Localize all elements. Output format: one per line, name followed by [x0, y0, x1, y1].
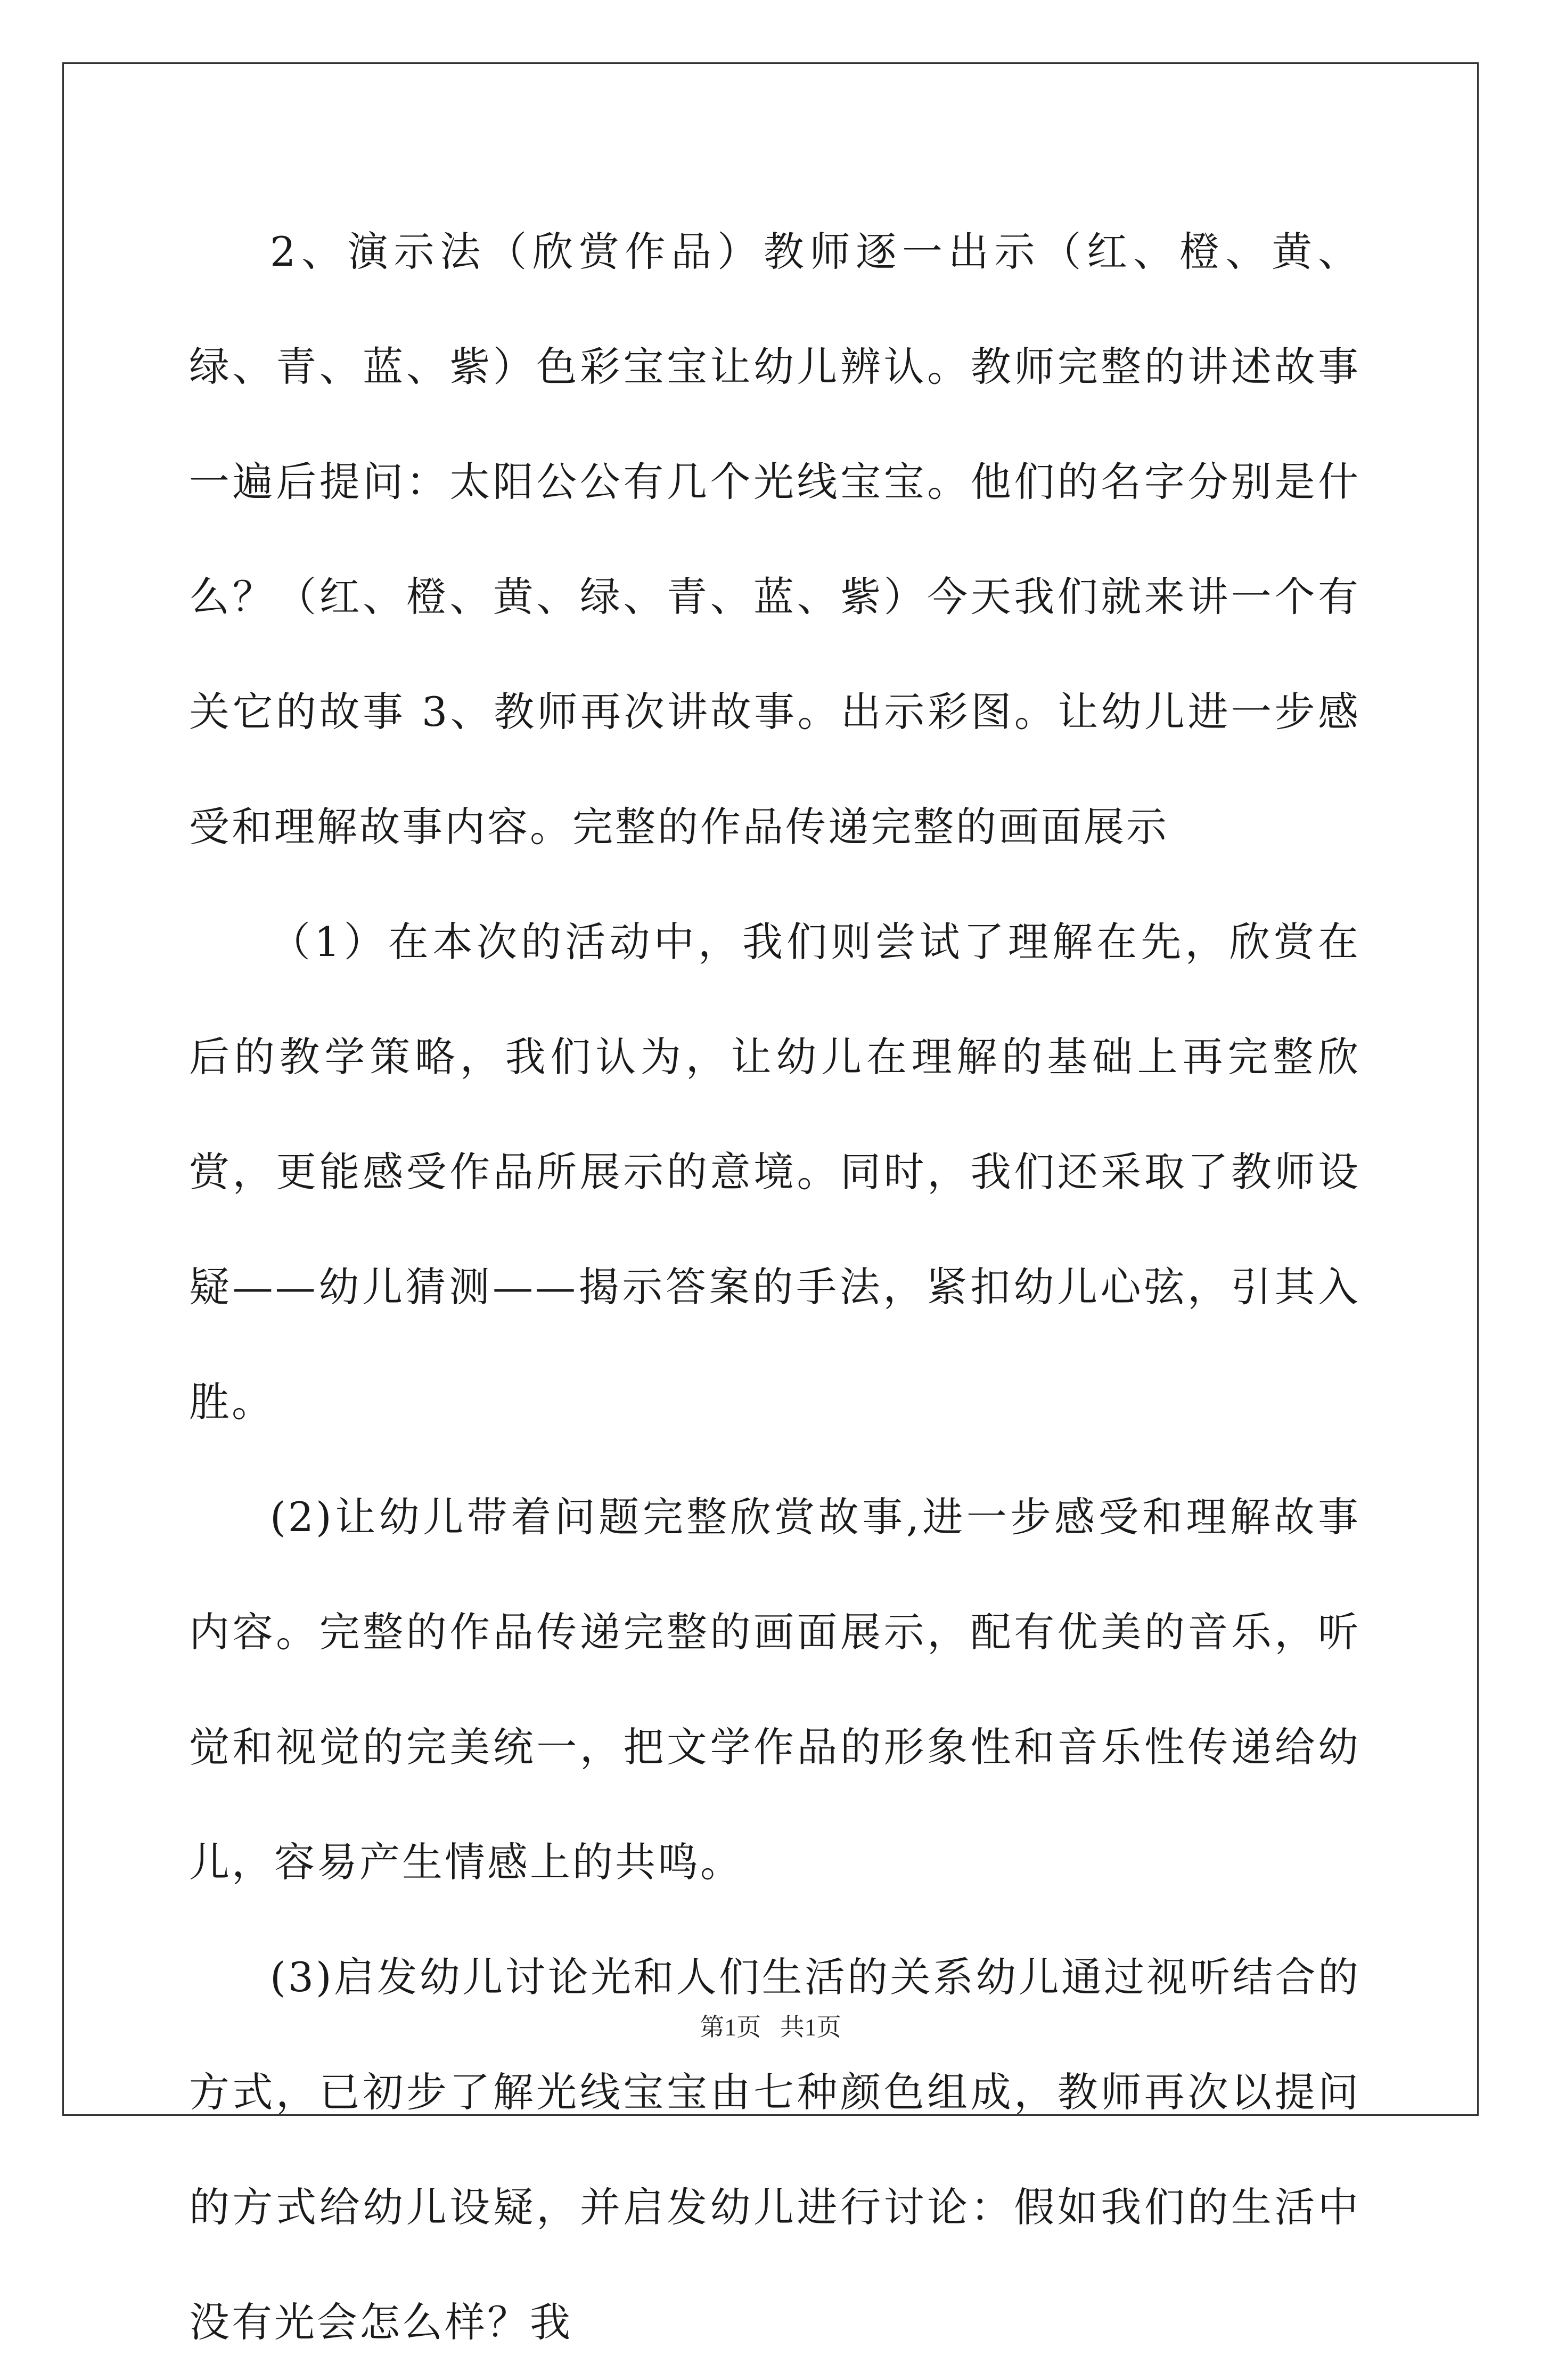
document-body — [189, 194, 1360, 2380]
page-footer — [0, 2008, 1541, 2043]
paragraph: 2、演示法（欣赏作品）教师逐一出示（红、橙、黄、绿、青、蓝、紫）色彩宝宝让幼儿辨认。教师完整的讲述故事一遍后提问：太阳公公有几个光线宝宝。他们的名字分别是什么？（红、橙、黄、绿、青、蓝、紫）今天我们就来讲一个有关它的故事 3、教师再次讲故事。出示彩图。让幼儿进一步感受和理解故事内容。完整的作品传递完整的画面展示 — [189, 228, 1360, 850]
page-number: 第1页 — [700, 2014, 761, 2041]
paragraph: (2)让幼儿带着问题完整欣赏故事,进一步感受和理解故事内容。完整的作品传递完整的画面展示，配有优美的音乐，听觉和视觉的完美统一，把文学作品的形象性和音乐性传递给幼儿，容易产生情感上的共鸣。 — [189, 1493, 1360, 1886]
page-total: 共1页 — [780, 2014, 841, 2041]
paragraph: (3)启发幼儿讨论光和人们生活的关系幼儿通过视听结合的方式，已初步了解光线宝宝由七种颜色组成，教师再次以提问的方式给幼儿设疑，并启发幼儿进行讨论：假如我们的生活中没有光会怎么样？我 — [189, 1953, 1360, 2346]
paragraph: （1）在本次的活动中，我们则尝试了理解在先，欣赏在后的教学策略，我们认为，让幼儿在理解的基础上再完整欣赏，更能感受作品所展示的意境。同时，我们还采取了教师设疑——幼儿猜测——揭示答案的手法，紧扣幼儿心弦，引其入胜。 — [189, 918, 1360, 1426]
